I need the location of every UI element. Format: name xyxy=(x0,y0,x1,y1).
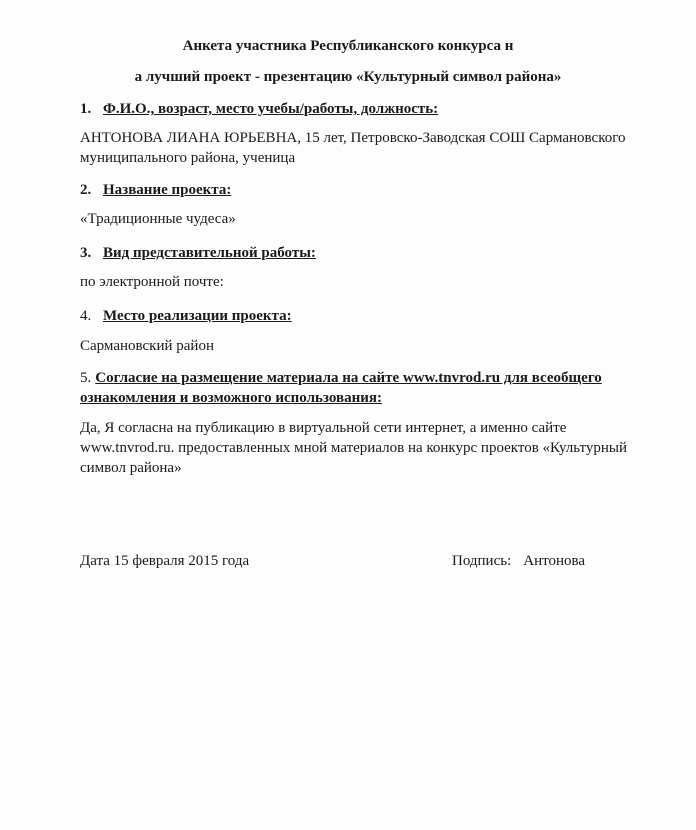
section-4-body: Сармановский район xyxy=(80,338,214,354)
section-5-heading xyxy=(80,368,610,408)
document-title-line1: Анкета участника Республиканского конкурса н xyxy=(182,38,514,54)
section-1-number: 1. xyxy=(80,101,92,117)
section-1-label: Ф.И.О., возраст, место учебы/работы, должность: xyxy=(103,101,439,117)
signature-line xyxy=(452,553,585,570)
section-4-number: 4. xyxy=(80,308,92,324)
document-title-line2: а лучший проект - презентацию «Культурный символ района» xyxy=(134,69,562,85)
section-3-number: 3. xyxy=(80,245,92,261)
section-1-heading xyxy=(80,100,438,118)
date-line: Дата 15 февраля 2015 года xyxy=(80,553,250,569)
section-4-label: Место реализации проекта: xyxy=(103,308,292,324)
section-3-heading xyxy=(80,244,316,262)
section-3-body: по электронной почте: xyxy=(80,274,224,290)
section-2-label: Название проекта: xyxy=(103,182,232,198)
signature-label: Подпись: xyxy=(452,553,512,569)
section-2-number: 2. xyxy=(80,182,92,198)
section-2-body: «Традиционные чудеса» xyxy=(80,211,236,227)
section-4-heading xyxy=(80,307,292,325)
section-1-body: АНТОНОВА ЛИАНА ЮРЬЕВНА, 15 лет, Петровско-Заводская СОШ Сармановского муниципального района, ученица xyxy=(80,130,626,166)
section-2-heading xyxy=(80,181,231,199)
section-5-number: 5. xyxy=(80,370,92,386)
section-5-body: Да, Я согласна на публикацию в виртуальной сети интернет, а именно сайте www.tnvrod.ru. предоставленных мной материалов на конкурс проектов «Культурный символ района» xyxy=(80,420,628,476)
section-5-label: Согласие на размещение материала на сайте www.tnvrod.ru для всеобщего ознакомления и возможного использования: xyxy=(80,370,602,406)
signature-name: Антонова xyxy=(523,553,586,569)
section-3-label: Вид представительной работы: xyxy=(103,245,316,261)
